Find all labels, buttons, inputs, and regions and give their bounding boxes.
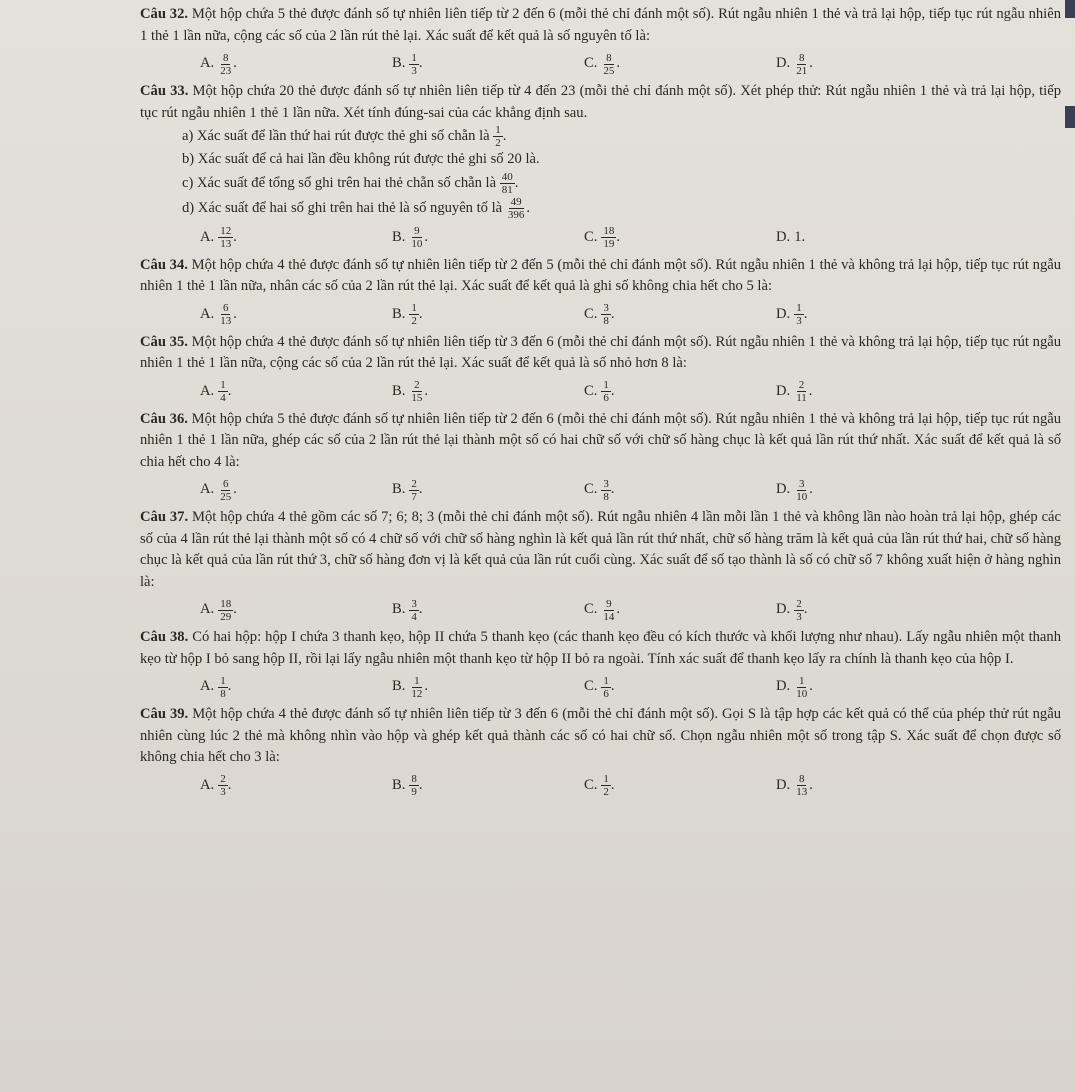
fraction (601, 302, 611, 327)
option-label: C. (584, 678, 598, 695)
question-body: Một hộp chứa 4 thẻ được đánh số tự nhiên liên tiếp từ 3 đến 6 (mỗi thẻ chỉ đánh một số). Gọi S là tập hợp các kết quả có thể của phép thử rút ngẫu nhiên cùng lúc 2 thẻ mà không nhìn vào hộp và ghép kết quả thành các số có hai chữ số. Chọn ngẫu nhiên một số trong tập S. Xác suất để chọn được số không chia hết cho 3 là: (140, 706, 1061, 765)
fraction (409, 478, 419, 503)
answer-options (200, 473, 1061, 507)
answer-option[interactable]: A. $\frac{8}{23}$ . (200, 51, 237, 77)
fraction-denominator: 396 (507, 208, 525, 221)
fraction-numerator: 8 (606, 51, 612, 64)
fraction (794, 598, 804, 623)
statement-text: b) Xác suất để cả hai lần đều không rút được thẻ ghi số 20 là. (182, 151, 540, 167)
question-body: Có hai hộp: hộp I chứa 3 thanh kẹo, hộp II chứa 5 thanh kẹo (các thanh kẹo đều có kích thước và khối lượng như nhau). Lấy ngẫu nhiên một thanh kẹo từ hộp I bỏ sang hộp II, rồi lại lấy ngẫu nhiên một thanh kẹo từ hộp II bỏ ra ngoài. Tính xác suất để thanh kẹo lấy ra chính là thanh kẹo của hộp I. (140, 629, 1062, 667)
fraction-denominator: 29 (220, 610, 232, 623)
question-body: Một hộp chứa 5 thẻ được đánh số tự nhiên liên tiếp từ 2 đến 6 (mỗi thẻ chỉ đánh một số). Rút ngẫu nhiên 1 thẻ và trả lại hộp, tiếp tục rút ngẫu nhiên 1 thẻ 1 lần nữa, cộng các số của 2 lần rút thẻ lại. Xác suất để kết quả là số nguyên tố là: (140, 6, 1062, 44)
answer-option[interactable]: C. $\frac{1}{6}$ . (584, 674, 615, 700)
option-label: A. (200, 601, 215, 618)
fraction-numerator: 40 (501, 170, 513, 183)
question-text (140, 409, 1061, 474)
fraction-denominator: 3 (411, 64, 417, 77)
fraction (409, 598, 419, 623)
fraction-denominator: 23 (220, 64, 232, 77)
fraction-numerator: 9 (606, 597, 612, 610)
answer-option[interactable]: D. $\frac{1}{3}$ . (776, 302, 808, 327)
option-label: A. (200, 55, 215, 72)
answer-option[interactable]: C. $\frac{18}{19}$ . (584, 225, 621, 250)
fraction-denominator: 15 (411, 392, 423, 404)
option-label: D. (776, 382, 791, 399)
fraction-numerator: 8 (798, 773, 805, 785)
fraction-numerator: 1 (414, 674, 420, 687)
fraction-numerator: 1 (603, 674, 609, 687)
statement-text: d) Xác suất để hai số ghi trên hai thẻ là số nguyên tố là (182, 199, 503, 216)
fraction-numerator: 8 (411, 773, 417, 785)
fraction (794, 675, 809, 700)
question-block (140, 332, 1061, 409)
option-label: C. (584, 228, 598, 245)
question-body: Một hộp chứa 4 thẻ được đánh số tự nhiên liên tiếp từ 3 đến 6 (mỗi thẻ chỉ đánh một số). Rút ngẫu nhiên 1 thẻ và không trả lại hộp, tiếp tục rút ngẫu nhiên 1 thẻ 1 lần nữa, cộng các số của 2 lần rút thẻ lại. Xác suất để kết quả là số nhỏ hơn 8 là: (140, 333, 1062, 371)
option-label: D. (776, 776, 791, 793)
option-label: C. (584, 305, 598, 322)
option-label: B. (392, 228, 406, 245)
question-block (140, 409, 1061, 508)
fraction-numerator: 1 (220, 674, 226, 687)
answer-option[interactable]: D. $\frac{8}{21}$ . (776, 51, 813, 77)
option-label: D. (776, 55, 791, 72)
answer-option[interactable]: D. $\frac{1}{10}$ . (776, 674, 813, 700)
answer-option[interactable]: C. $\frac{1}{6}$ . (584, 379, 615, 404)
question-number: Câu 35. (140, 333, 188, 350)
question-list (140, 4, 1061, 803)
question-block (140, 255, 1061, 332)
fraction (794, 302, 804, 327)
fraction (601, 773, 611, 798)
fraction-denominator: 6 (603, 687, 609, 700)
option-label: C. (584, 382, 598, 399)
fraction-denominator: 81 (501, 183, 513, 196)
option-label: D. (776, 305, 791, 322)
option-label: C. (584, 481, 598, 498)
answer-options (200, 47, 1061, 81)
option-label: D. (776, 601, 791, 618)
answer-option[interactable]: B. $\frac{1}{12}$ . (392, 674, 429, 700)
answer-option[interactable]: A. $\frac{1}{8}$ . (200, 674, 232, 700)
option-label: B. (392, 382, 406, 399)
page-edge-mark (1065, 0, 1075, 18)
fraction-denominator: 8 (603, 490, 609, 503)
answer-options (200, 375, 1061, 409)
fraction-denominator: 13 (220, 315, 232, 327)
option-label: C. (584, 776, 598, 793)
fraction-numerator: 1 (796, 302, 802, 314)
fraction-numerator: 1 (495, 124, 501, 136)
fraction (601, 598, 616, 623)
fraction-denominator: 25 (220, 490, 232, 503)
option-label: A. (200, 678, 215, 695)
question-number: Câu 34. (140, 256, 188, 273)
fraction-numerator: 18 (220, 597, 232, 610)
answer-option[interactable]: A. $\frac{1}{4}$ . (200, 379, 232, 404)
question-text (140, 627, 1061, 670)
answer-option[interactable]: A. $\frac{6}{13}$ . (200, 302, 237, 327)
fraction-numerator: 1 (411, 302, 417, 314)
answer-option[interactable]: C. $\frac{3}{8}$ . (584, 477, 615, 503)
answer-option[interactable]: B. $\frac{1}{2}$ . (392, 302, 423, 327)
answer-option[interactable]: B. $\frac{3}{4}$ . (392, 597, 423, 623)
fraction-numerator: 1 (798, 674, 805, 687)
fraction-denominator: 13 (220, 238, 232, 250)
fraction-numerator: 8 (798, 51, 805, 64)
question-number: Câu 37. (140, 509, 189, 525)
answer-option[interactable]: D. $\frac{3}{10}$ . (776, 477, 813, 503)
option-label: C. (584, 55, 598, 72)
fraction-numerator: 12 (220, 225, 232, 237)
fraction-denominator: 7 (411, 490, 417, 503)
fraction-numerator: 1 (411, 51, 417, 64)
fraction (218, 478, 233, 503)
question-text (140, 4, 1061, 47)
fraction-numerator: 1 (220, 379, 226, 391)
fraction-denominator: 8 (603, 315, 609, 327)
option-label: A. (200, 481, 215, 498)
fraction (601, 675, 611, 700)
answer-option[interactable]: B. $\frac{8}{9}$ . (392, 773, 423, 798)
option-label: B. (392, 678, 406, 695)
fraction-denominator: 10 (411, 238, 423, 250)
fraction-numerator: 8 (222, 51, 229, 64)
answer-options (200, 670, 1061, 704)
fraction (409, 675, 424, 700)
fraction-denominator: 2 (603, 786, 609, 798)
question-number: Câu 33. (140, 83, 189, 99)
fraction-numerator: 1 (603, 379, 609, 391)
option-label: D. (776, 678, 791, 695)
answer-option[interactable]: A. $\frac{12}{13}$ . (200, 225, 237, 250)
option-label: D. (776, 228, 791, 245)
fraction (493, 124, 503, 149)
fraction (794, 379, 809, 404)
question-body: Một hộp chứa 4 thẻ gồm các số 7; 6; 8; 3 (mỗi thẻ chỉ đánh một số). Rút ngẫu nhiên 4 lần mỗi lần 1 thẻ và không lần nào hoàn trả lại hộp, ghép các số của 4 lần rút thẻ lại thành một số có 4 chữ số với chữ số hàng nghìn là kết quả lần rút thứ nhất, chữ số hàng trăm là kết quả của lần rút thứ hai, chữ số hàng chục là kết quả của lần rút thứ 3, chữ số hàng đơn vị là kết quả của lần rút cuối cùng. Xác suất để số tạo thành là số có chữ số 7 không xuất hiện ở hàng nghìn là: (140, 509, 1061, 590)
fraction-numerator: 6 (222, 477, 229, 490)
fraction-denominator: 4 (411, 610, 417, 623)
answer-option[interactable]: B. $\frac{2}{15}$ . (392, 379, 429, 404)
option-label: A. (200, 776, 215, 793)
statement-text: c) Xác suất để tổng số ghi trên hai thẻ chẵn số chẵn là (182, 174, 497, 191)
answer-option[interactable] (776, 227, 968, 249)
fraction-denominator: 3 (796, 315, 802, 327)
answer-option[interactable]: C. $\frac{3}{8}$ . (584, 302, 615, 327)
question-number: Câu 36. (140, 410, 188, 427)
fraction (500, 171, 515, 196)
question-block (140, 81, 1061, 255)
option-label: B. (392, 601, 406, 618)
fraction-denominator: 25 (603, 64, 615, 77)
answer-option[interactable]: A. $\frac{6}{25}$ . (200, 477, 237, 503)
option-label: C. (584, 601, 598, 618)
fraction (409, 302, 419, 327)
question-text (140, 704, 1061, 769)
fraction-denominator: 21 (796, 64, 808, 77)
option-label: B. (392, 776, 406, 793)
fraction-numerator: 3 (798, 477, 805, 490)
option-label: B. (392, 305, 406, 322)
fraction-denominator: 8 (220, 687, 226, 700)
fraction (794, 52, 809, 77)
fraction (409, 773, 419, 798)
question-block (140, 704, 1061, 803)
fraction (601, 379, 611, 404)
fraction-numerator: 3 (603, 477, 609, 490)
fraction-numerator: 1 (603, 773, 609, 785)
question-text (140, 255, 1061, 298)
fraction-denominator: 19 (603, 238, 615, 250)
fraction-numerator: 3 (411, 597, 417, 610)
option-label: D. (776, 481, 791, 498)
statement (182, 149, 1061, 171)
statement-text: a) Xác suất để lần thứ hai rút được thẻ ghi số chẵn là (182, 127, 490, 144)
question-body: Một hộp chứa 4 thẻ được đánh số tự nhiên liên tiếp từ 2 đến 5 (mỗi thẻ chỉ đánh một số). Rút ngẫu nhiên 1 thẻ và không trả lại hộp, tiếp tục rút ngẫu nhiên 1 thẻ 1 lần nữa, nhân các số của 2 lần rút thẻ lại. Xác suất để kết quả là ghi số không chia hết cho 5 là: (140, 256, 1062, 294)
fraction-denominator: 11 (796, 392, 807, 404)
question-number: Câu 39. (140, 706, 189, 722)
fraction-numerator: 6 (222, 302, 229, 314)
answer-options (200, 593, 1061, 627)
answer-option[interactable]: B. $\frac{9}{10}$ . (392, 225, 429, 250)
fraction-numerator: 2 (414, 379, 420, 391)
fraction-denominator: 3 (220, 786, 226, 798)
answer-option[interactable]: A. $\frac{18}{29}$ . (200, 597, 237, 623)
question-text (140, 81, 1061, 124)
page-edge-mark (1065, 106, 1075, 128)
fraction-numerator: 2 (220, 773, 226, 785)
answer-options (200, 298, 1061, 332)
fraction-denominator: 9 (411, 786, 417, 798)
answer-option[interactable]: D. $\frac{8}{13}$ . (776, 773, 813, 798)
fraction-numerator: 2 (796, 597, 802, 610)
fraction-denominator: 2 (495, 137, 501, 149)
fraction (794, 773, 809, 798)
option-label: B. (392, 481, 406, 498)
fraction (218, 675, 228, 700)
statement: a) Xác suất để lần thứ hai rút được thẻ ghi số chẵn là $\frac{1}{2}$ . (182, 124, 507, 149)
answer-option[interactable]: D. $\frac{2}{11}$ . (776, 379, 813, 404)
question-body: Một hộp chứa 5 thẻ được đánh số tự nhiên liên tiếp từ 2 đến 6 (mỗi thẻ chỉ đánh một số). Rút ngẫu nhiên 1 thẻ và không trả lại hộp, tiếp tục rút ngẫu nhiên 1 thẻ 1 lần nữa, ghép các số của 2 lần rút thẻ lại thành một số có hai chữ số với chữ số hàng chục là kết quả lần rút thứ nhất. Xác suất để kết quả là số chia hết cho 4 là: (140, 410, 1062, 470)
fraction-numerator: 49 (510, 195, 522, 208)
fraction (218, 598, 233, 623)
option-value: 1. (794, 228, 806, 245)
fraction (218, 225, 233, 250)
fraction-denominator: 3 (796, 610, 802, 623)
question-number: Câu 38. (140, 629, 189, 645)
answer-option[interactable]: A. $\frac{2}{3}$ . (200, 773, 232, 798)
statement: c) Xác suất để tổng số ghi trên hai thẻ chẵn số chẵn là $\frac{40}{81}$ . (182, 170, 519, 196)
fraction-numerator: 2 (798, 379, 805, 391)
question-text (140, 332, 1061, 375)
fraction-numerator: 18 (603, 225, 615, 237)
answer-options (200, 769, 1061, 803)
fraction (601, 225, 616, 250)
option-label: A. (200, 228, 215, 245)
fraction-denominator: 10 (796, 687, 808, 700)
answer-options (200, 221, 1061, 255)
answer-option[interactable]: C. $\frac{8}{25}$ . (584, 51, 621, 77)
question-body: Một hộp chứa 20 thẻ được đánh số tự nhiên liên tiếp từ 4 đến 23 (mỗi thẻ chỉ đánh một số). Xét phép thử: Rút ngẫu nhiên 1 thẻ và trả lại hộp, tiếp tục rút ngẫu nhiên 1 thẻ 1 lần nữa. Xét tính đúng-sai của các khẳng định sau. (140, 83, 1062, 121)
fraction-denominator: 2 (411, 315, 417, 327)
answer-option[interactable]: D. $\frac{2}{3}$ . (776, 597, 808, 623)
fraction-denominator: 6 (603, 392, 609, 404)
option-label: B. (392, 55, 406, 72)
answer-option[interactable]: B. $\frac{2}{7}$ . (392, 477, 423, 503)
answer-option[interactable]: C. $\frac{1}{2}$ . (584, 773, 615, 798)
fraction (409, 225, 424, 250)
fraction-numerator: 9 (414, 225, 420, 237)
fraction-numerator: 3 (603, 302, 609, 314)
statement: d) Xác suất để hai số ghi trên hai thẻ là số nguyên tố là $\frac{49}{396}$ . (182, 195, 530, 221)
fraction-denominator: 4 (220, 392, 226, 404)
question-text (140, 507, 1061, 593)
fraction (218, 773, 228, 798)
fraction (601, 52, 616, 77)
question-block (140, 4, 1061, 81)
fraction (218, 379, 228, 404)
fraction-numerator: 2 (411, 477, 417, 490)
question-number: Câu 32. (140, 6, 189, 22)
question-block (140, 627, 1061, 704)
fraction-denominator: 13 (796, 786, 808, 798)
fraction (409, 379, 424, 404)
fraction (409, 52, 419, 77)
fraction-denominator: 14 (603, 610, 615, 623)
fraction (218, 302, 233, 327)
fraction-denominator: 10 (796, 490, 808, 503)
option-label: A. (200, 305, 215, 322)
answer-option[interactable]: B. $\frac{1}{3}$ . (392, 51, 423, 77)
fraction (601, 478, 611, 503)
fraction (506, 196, 527, 221)
fraction (794, 478, 809, 503)
answer-option[interactable]: C. $\frac{9}{14}$ . (584, 597, 621, 623)
question-block (140, 507, 1061, 627)
fraction-denominator: 12 (411, 687, 423, 700)
fraction (218, 52, 233, 77)
option-label: A. (200, 382, 215, 399)
